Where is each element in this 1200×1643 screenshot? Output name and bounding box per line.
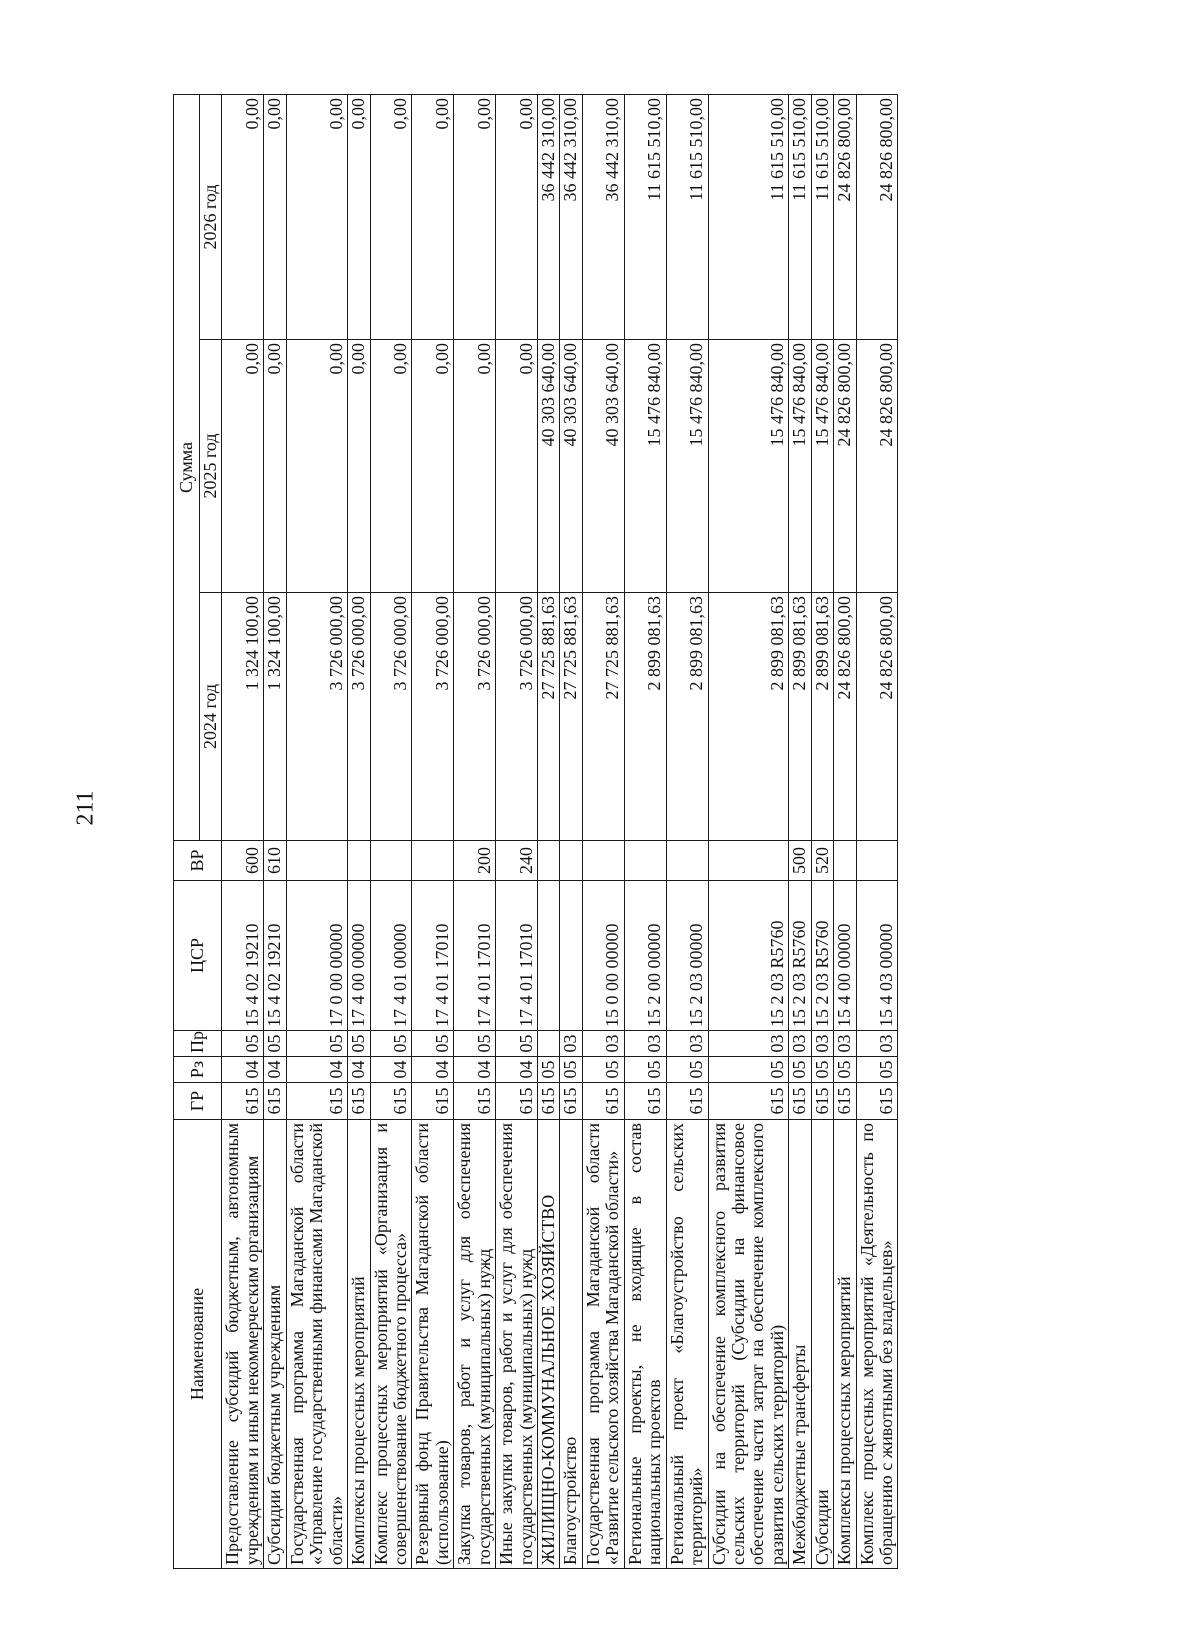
cell-2025: 15 476 840,00 bbox=[789, 340, 811, 593]
cell-2025: 0,00 bbox=[496, 340, 538, 593]
cell-csr: 15 4 00 00000 bbox=[834, 881, 856, 1031]
cell-2024: 2 899 081,63 bbox=[789, 593, 811, 841]
header-2025: 2025 год bbox=[200, 340, 222, 593]
cell-vr bbox=[370, 841, 412, 881]
cell-2025: 0,00 bbox=[348, 340, 370, 593]
cell-name: Комплексы процессных мероприятий bbox=[348, 1120, 370, 1569]
cell-gr: 615 bbox=[348, 1083, 370, 1120]
cell-name: Иные закупки товаров, работ и услуг для обеспечения государственных (муниципальных) нужд bbox=[496, 1120, 538, 1569]
cell-2025: 0,00 bbox=[222, 340, 264, 593]
cell-gr: 615 bbox=[496, 1083, 538, 1120]
cell-2025: 15 476 840,00 bbox=[624, 340, 666, 593]
header-name: Наименование bbox=[174, 1120, 222, 1569]
cell-2026: 0,00 bbox=[370, 94, 412, 339]
cell-gr: 615 bbox=[666, 1083, 708, 1120]
cell-csr: 15 2 03 R5760 bbox=[789, 881, 811, 1031]
cell-pr: 05 bbox=[286, 1031, 347, 1057]
cell-vr bbox=[834, 841, 856, 881]
cell-name: Региональные проекты, не входящие в состав национальных проектов bbox=[624, 1120, 666, 1569]
cell-2024: 3 726 000,00 bbox=[348, 593, 370, 841]
cell-2026: 36 442 310,00 bbox=[538, 94, 560, 339]
cell-name: Государственная программа Магаданской области «Управление государственными финансами Магаданской области» bbox=[286, 1120, 347, 1569]
cell-2026: 0,00 bbox=[496, 94, 538, 339]
cell-gr: 615 bbox=[624, 1083, 666, 1120]
rotated-table-wrapper bbox=[173, 95, 1123, 1569]
cell-2025: 40 303 640,00 bbox=[560, 340, 582, 593]
cell-gr: 615 bbox=[560, 1083, 582, 1120]
cell-name: Региональный проект «Благоустройство сельских территорий» bbox=[666, 1120, 708, 1569]
table-header bbox=[174, 94, 222, 1568]
cell-pr: 05 bbox=[348, 1031, 370, 1057]
table-row bbox=[624, 94, 666, 1568]
cell-gr: 615 bbox=[370, 1083, 412, 1120]
cell-csr: 17 4 01 17010 bbox=[496, 881, 538, 1031]
cell-pr: 03 bbox=[834, 1031, 856, 1057]
cell-2026: 0,00 bbox=[286, 94, 347, 339]
cell-2025: 40 303 640,00 bbox=[538, 340, 560, 593]
cell-name: Комплексы процессных мероприятий bbox=[834, 1120, 856, 1569]
cell-rz: 04 bbox=[222, 1057, 264, 1083]
table-row bbox=[286, 94, 347, 1568]
cell-2024: 24 826 800,00 bbox=[834, 593, 856, 841]
cell-rz: 05 bbox=[582, 1057, 624, 1083]
cell-vr: 200 bbox=[454, 841, 496, 881]
cell-pr: 03 bbox=[811, 1031, 833, 1057]
table-row bbox=[264, 94, 286, 1568]
cell-name: Комплекс процессных мероприятий «Деятельность по обращению с животными без владельцев» bbox=[856, 1120, 898, 1569]
cell-2024: 3 726 000,00 bbox=[496, 593, 538, 841]
cell-2024: 27 725 881,63 bbox=[560, 593, 582, 841]
cell-2026: 0,00 bbox=[264, 94, 286, 339]
cell-vr bbox=[624, 841, 666, 881]
table-row bbox=[222, 94, 264, 1568]
header-gr: ГР bbox=[174, 1083, 222, 1120]
header-rz: Рз bbox=[174, 1057, 222, 1083]
cell-gr: 615 bbox=[811, 1083, 833, 1120]
cell-csr: 15 4 02 19210 bbox=[264, 881, 286, 1031]
cell-2026: 36 442 310,00 bbox=[560, 94, 582, 339]
cell-pr: 03 bbox=[560, 1031, 582, 1057]
cell-rz: 05 bbox=[560, 1057, 582, 1083]
cell-vr bbox=[412, 841, 454, 881]
cell-csr: 17 0 00 00000 bbox=[286, 881, 347, 1031]
header-2024: 2024 год bbox=[200, 593, 222, 841]
cell-name: Государственная программа Магаданской области «Развитие сельского хозяйства Магаданской области» bbox=[582, 1120, 624, 1569]
cell-2026: 11 615 510,00 bbox=[666, 94, 708, 339]
cell-csr bbox=[538, 881, 560, 1031]
cell-gr: 615 bbox=[222, 1083, 264, 1120]
cell-rz: 05 bbox=[856, 1057, 898, 1083]
table-row bbox=[789, 94, 811, 1568]
cell-rz: 05 bbox=[624, 1057, 666, 1083]
cell-vr bbox=[856, 841, 898, 881]
cell-gr: 615 bbox=[834, 1083, 856, 1120]
cell-csr: 17 4 00 00000 bbox=[348, 881, 370, 1031]
cell-csr: 15 2 03 R5760 bbox=[708, 881, 789, 1031]
table-row bbox=[811, 94, 833, 1568]
cell-2024: 24 826 800,00 bbox=[856, 593, 898, 841]
cell-2025: 40 303 640,00 bbox=[582, 340, 624, 593]
cell-2025: 24 826 800,00 bbox=[856, 340, 898, 593]
cell-vr bbox=[708, 841, 789, 881]
cell-2025: 24 826 800,00 bbox=[834, 340, 856, 593]
cell-2024: 3 726 000,00 bbox=[370, 593, 412, 841]
cell-csr bbox=[560, 881, 582, 1031]
cell-pr: 05 bbox=[496, 1031, 538, 1057]
cell-2026: 11 615 510,00 bbox=[789, 94, 811, 339]
cell-2026: 0,00 bbox=[454, 94, 496, 339]
cell-2026: 11 615 510,00 bbox=[811, 94, 833, 339]
cell-2024: 2 899 081,63 bbox=[624, 593, 666, 841]
cell-2024: 3 726 000,00 bbox=[454, 593, 496, 841]
cell-pr: 03 bbox=[582, 1031, 624, 1057]
cell-pr: 03 bbox=[856, 1031, 898, 1057]
cell-2025: 15 476 840,00 bbox=[666, 340, 708, 593]
cell-rz: 05 bbox=[708, 1057, 789, 1083]
cell-2026: 11 615 510,00 bbox=[624, 94, 666, 339]
cell-2024: 3 726 000,00 bbox=[412, 593, 454, 841]
cell-2024: 2 899 081,63 bbox=[666, 593, 708, 841]
cell-pr: 03 bbox=[789, 1031, 811, 1057]
cell-rz: 04 bbox=[370, 1057, 412, 1083]
cell-vr: 520 bbox=[811, 841, 833, 881]
cell-pr: 05 bbox=[264, 1031, 286, 1057]
budget-table bbox=[173, 94, 898, 1569]
cell-2025: 15 476 840,00 bbox=[708, 340, 789, 593]
cell-name: ЖИЛИЩНО-КОММУНАЛЬНОЕ ХОЗЯЙСТВО bbox=[538, 1120, 560, 1569]
cell-2025: 0,00 bbox=[264, 340, 286, 593]
cell-2024: 1 324 100,00 bbox=[222, 593, 264, 841]
cell-2024: 2 899 081,63 bbox=[708, 593, 789, 841]
cell-csr: 17 4 01 17010 bbox=[454, 881, 496, 1031]
cell-name: Комплекс процессных мероприятий «Организация и совершенствование бюджетного процесса» bbox=[370, 1120, 412, 1569]
cell-rz: 05 bbox=[834, 1057, 856, 1083]
cell-rz: 04 bbox=[454, 1057, 496, 1083]
cell-2024: 27 725 881,63 bbox=[582, 593, 624, 841]
cell-rz: 04 bbox=[264, 1057, 286, 1083]
cell-2024: 27 725 881,63 bbox=[538, 593, 560, 841]
cell-pr: 05 bbox=[222, 1031, 264, 1057]
cell-gr: 615 bbox=[708, 1083, 789, 1120]
table-row bbox=[582, 94, 624, 1568]
cell-gr: 615 bbox=[412, 1083, 454, 1120]
cell-2025: 0,00 bbox=[412, 340, 454, 593]
cell-rz: 04 bbox=[286, 1057, 347, 1083]
table-row bbox=[666, 94, 708, 1568]
cell-gr: 615 bbox=[856, 1083, 898, 1120]
cell-2026: 0,00 bbox=[412, 94, 454, 339]
cell-vr bbox=[582, 841, 624, 881]
cell-gr: 615 bbox=[286, 1083, 347, 1120]
cell-csr: 15 2 03 R5760 bbox=[811, 881, 833, 1031]
cell-rz: 05 bbox=[811, 1057, 833, 1083]
table-row bbox=[560, 94, 582, 1568]
table-row bbox=[370, 94, 412, 1568]
cell-2026: 24 826 800,00 bbox=[834, 94, 856, 339]
cell-name: Субсидии bbox=[811, 1120, 833, 1569]
cell-pr bbox=[538, 1031, 560, 1057]
cell-2025: 15 476 840,00 bbox=[811, 340, 833, 593]
cell-vr: 500 bbox=[789, 841, 811, 881]
cell-gr: 615 bbox=[264, 1083, 286, 1120]
cell-name: Благоустройство bbox=[560, 1120, 582, 1569]
cell-gr: 615 bbox=[454, 1083, 496, 1120]
cell-csr: 15 4 03 00000 bbox=[856, 881, 898, 1031]
cell-vr bbox=[560, 841, 582, 881]
header-csr: ЦСР bbox=[174, 881, 222, 1031]
cell-2024: 2 899 081,63 bbox=[811, 593, 833, 841]
cell-gr: 615 bbox=[789, 1083, 811, 1120]
cell-vr: 610 bbox=[264, 841, 286, 881]
cell-2025: 0,00 bbox=[286, 340, 347, 593]
cell-rz: 04 bbox=[412, 1057, 454, 1083]
cell-2026: 24 826 800,00 bbox=[856, 94, 898, 339]
table-row bbox=[856, 94, 898, 1568]
cell-rz: 04 bbox=[348, 1057, 370, 1083]
header-sum: Сумма bbox=[174, 94, 200, 840]
cell-name: Резервный фонд Правительства Магаданской области (использование) bbox=[412, 1120, 454, 1569]
cell-vr bbox=[348, 841, 370, 881]
cell-2025: 0,00 bbox=[370, 340, 412, 593]
cell-pr: 05 bbox=[370, 1031, 412, 1057]
cell-csr: 17 4 01 00000 bbox=[370, 881, 412, 1031]
table-row bbox=[538, 94, 560, 1568]
header-pr: Пр bbox=[174, 1031, 222, 1057]
header-2026: 2026 год bbox=[200, 94, 222, 339]
cell-rz: 05 bbox=[538, 1057, 560, 1083]
table-row bbox=[454, 94, 496, 1568]
cell-csr: 15 2 03 00000 bbox=[666, 881, 708, 1031]
cell-pr: 05 bbox=[454, 1031, 496, 1057]
cell-2026: 36 442 310,00 bbox=[582, 94, 624, 339]
cell-pr: 05 bbox=[412, 1031, 454, 1057]
cell-gr: 615 bbox=[582, 1083, 624, 1120]
table-row bbox=[348, 94, 370, 1568]
cell-gr: 615 bbox=[538, 1083, 560, 1120]
cell-2025: 0,00 bbox=[454, 340, 496, 593]
cell-csr: 17 4 01 17010 bbox=[412, 881, 454, 1031]
cell-csr: 15 0 00 00000 bbox=[582, 881, 624, 1031]
cell-csr: 15 2 00 00000 bbox=[624, 881, 666, 1031]
cell-2026: 11 615 510,00 bbox=[708, 94, 789, 339]
cell-rz: 04 bbox=[496, 1057, 538, 1083]
cell-pr: 03 bbox=[666, 1031, 708, 1057]
cell-vr: 240 bbox=[496, 841, 538, 881]
cell-vr bbox=[286, 841, 347, 881]
cell-vr bbox=[538, 841, 560, 881]
cell-pr: 03 bbox=[624, 1031, 666, 1057]
cell-vr bbox=[666, 841, 708, 881]
cell-pr: 03 bbox=[708, 1031, 789, 1057]
cell-name: Закупка товаров, работ и услуг для обеспечения государственных (муниципальных) нужд bbox=[454, 1120, 496, 1569]
page-number: 211 bbox=[72, 790, 99, 826]
cell-vr: 600 bbox=[222, 841, 264, 881]
cell-name: Субсидии бюджетным учреждениям bbox=[264, 1120, 286, 1569]
table-row bbox=[708, 94, 789, 1568]
table-body bbox=[222, 94, 898, 1568]
cell-rz: 05 bbox=[666, 1057, 708, 1083]
cell-name: Предоставление субсидий бюджетным, автономным учреждениям и иным некоммерческим организациям bbox=[222, 1120, 264, 1569]
table-row bbox=[412, 94, 454, 1568]
table-row bbox=[834, 94, 856, 1568]
table-row bbox=[496, 94, 538, 1568]
cell-2026: 0,00 bbox=[222, 94, 264, 339]
cell-csr: 15 4 02 19210 bbox=[222, 881, 264, 1031]
cell-2026: 0,00 bbox=[348, 94, 370, 339]
cell-rz: 05 bbox=[789, 1057, 811, 1083]
cell-name: Субсидии на обеспечение комплексного развития сельских территорий (Субсидии на финансовое обеспечение части затрат на обеспечение комплексного развития сельских территорий) bbox=[708, 1120, 789, 1569]
cell-2024: 3 726 000,00 bbox=[286, 593, 347, 841]
cell-name: Межбюджетные трансферты bbox=[789, 1120, 811, 1569]
header-vr: ВР bbox=[174, 841, 222, 881]
cell-2024: 1 324 100,00 bbox=[264, 593, 286, 841]
